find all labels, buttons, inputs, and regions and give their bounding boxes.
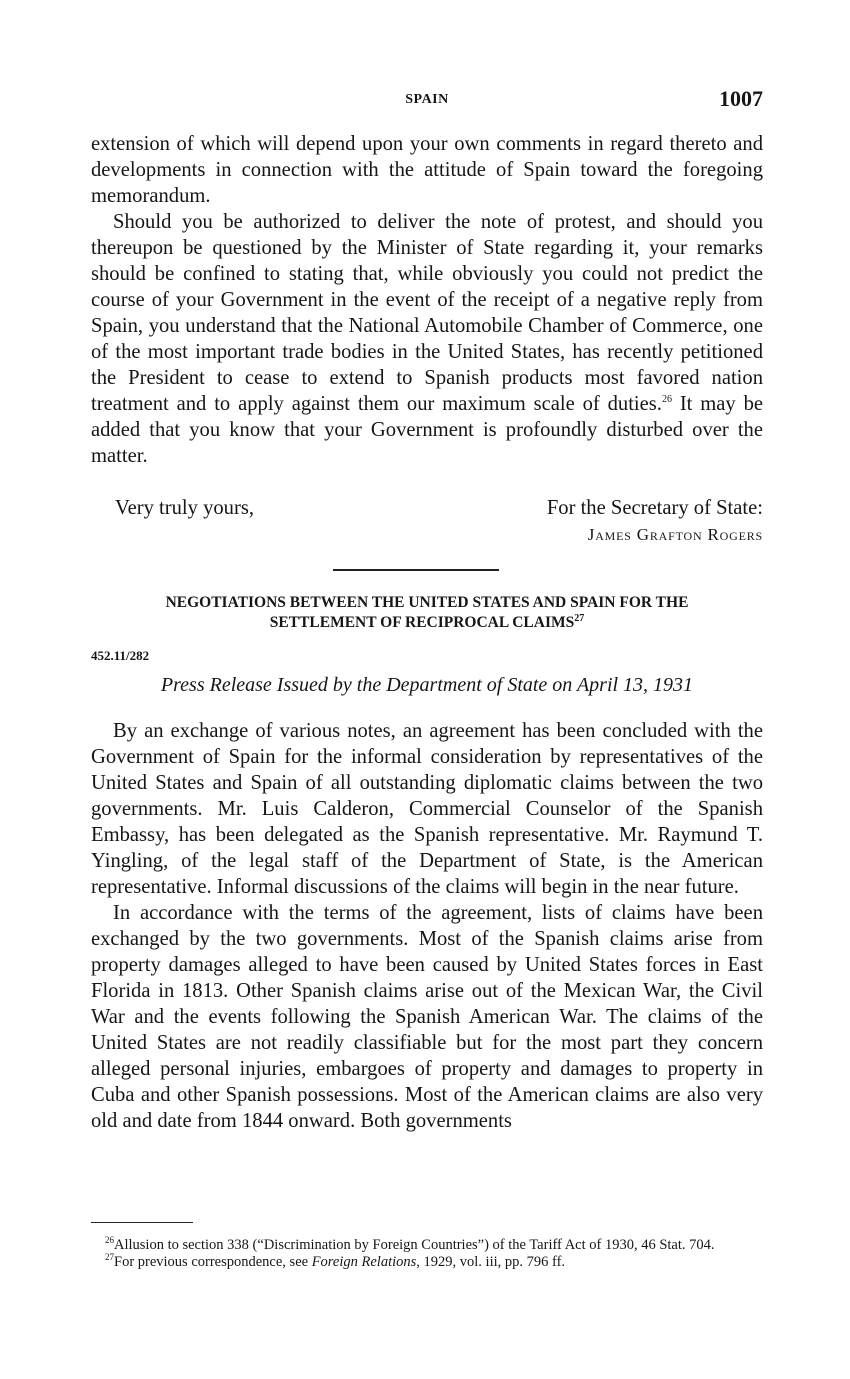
- press-release-paragraph: In accordance with the terms of the agreement, lists of claims have been exchanged by the two governments. Most of the Spanish claims arise from property damages alleged to have been caused by United States forces in East Florida in 1813. Other Spanish claims arise out of the Mexican War, the Civil War and the events following the Spanish American War. The claims of the United States are not readily classifiable but for the most part they concern alleged personal injuries, embargoes of property and damages to property in Cuba and other Spanish possessions. Most of the American claims are also very old and date from 1844 onward. Both governments: [91, 902, 763, 1132]
- footnote-mark: 27: [105, 1252, 114, 1263]
- footnote-reference: 26: [661, 394, 672, 406]
- footnotes: [91, 1237, 763, 1271]
- document-page: [91, 0, 763, 1379]
- letter-paragraph-text: It may be added that you know that your Government is profoundly disturbed over the matter.: [91, 393, 764, 467]
- page-number: 1007: [719, 86, 763, 111]
- letter-body: [91, 131, 763, 469]
- section-heading-line: [91, 613, 763, 633]
- section-heading-text: SETTLEMENT OF RECIPROCAL CLAIMS: [269, 614, 575, 631]
- file-number: 452.11/282: [91, 648, 150, 663]
- press-release-paragraph: By an exchange of various notes, an agreement has been concluded with the Government of Spain for the informal consideration by representatives of the United States and Spain of all outstanding diplomatic claims between the two governments. Mr. Luis Calderon, Commercial Counselor of the Spanish Embassy, has been delegated as the Spanish representative. Mr. Raymund T. Yingling, of the legal staff of the Department of State, is the American representative. Informal discussions of the claims will begin in the near future.: [91, 720, 763, 898]
- letter-paragraph-text: Should you be authorized to deliver the note of protest, and should you thereupon be questioned by the Minister of State regarding it, your remarks should be confined to stating that, while obviously you could not predict the course of your Government in the event of the receipt of a negative reply from Spain, you understand that the National Automobile Chamber of Commerce, one of the most important trade bodies in the United States, has recently petitioned the President to cease to extend to Spanish products most favored nation treatment and to apply against them our maximum scale of duties.: [91, 211, 763, 415]
- valediction: Very truly yours,: [115, 497, 254, 519]
- footnote-text: Allusion to section 338 (“Discrimination by Foreign Countries”) of the Tariff Act of 1930, 46 Stat. 704.: [114, 1237, 715, 1253]
- footnote: [91, 1254, 763, 1270]
- footnote-text: For previous correspondence, see: [114, 1254, 312, 1270]
- document-title: Press Release Issued by the Department of State on April 13, 1931: [160, 674, 694, 696]
- section-heading-line: NEGOTIATIONS BETWEEN THE UNITED STATES AND SPAIN FOR THE: [165, 594, 689, 611]
- footnote-rule: [91, 1222, 193, 1223]
- footnote: [91, 1237, 763, 1253]
- letter-closing: [91, 497, 763, 549]
- letter-paragraph: [91, 209, 763, 469]
- footnote-reference: 27: [574, 612, 585, 624]
- press-release-body: [91, 718, 763, 1134]
- footnote-citation-title: Foreign Relations: [311, 1254, 417, 1270]
- footnote-text: , 1929, vol. iii, pp. 796 ff.: [416, 1254, 566, 1270]
- section-divider: [333, 569, 499, 571]
- signature-name: James Grafton Rogers: [587, 525, 763, 544]
- footnote-mark: 26: [105, 1235, 114, 1246]
- running-head: [91, 86, 763, 116]
- signatory-line: For the Secretary of State:: [546, 497, 763, 519]
- letter-paragraph-continued: extension of which will depend upon your own comments in regard thereto and developments in connection with the attitude of Spain toward the foregoing memorandum.: [91, 133, 763, 207]
- section-heading: [91, 593, 763, 633]
- running-title: SPAIN: [405, 92, 449, 107]
